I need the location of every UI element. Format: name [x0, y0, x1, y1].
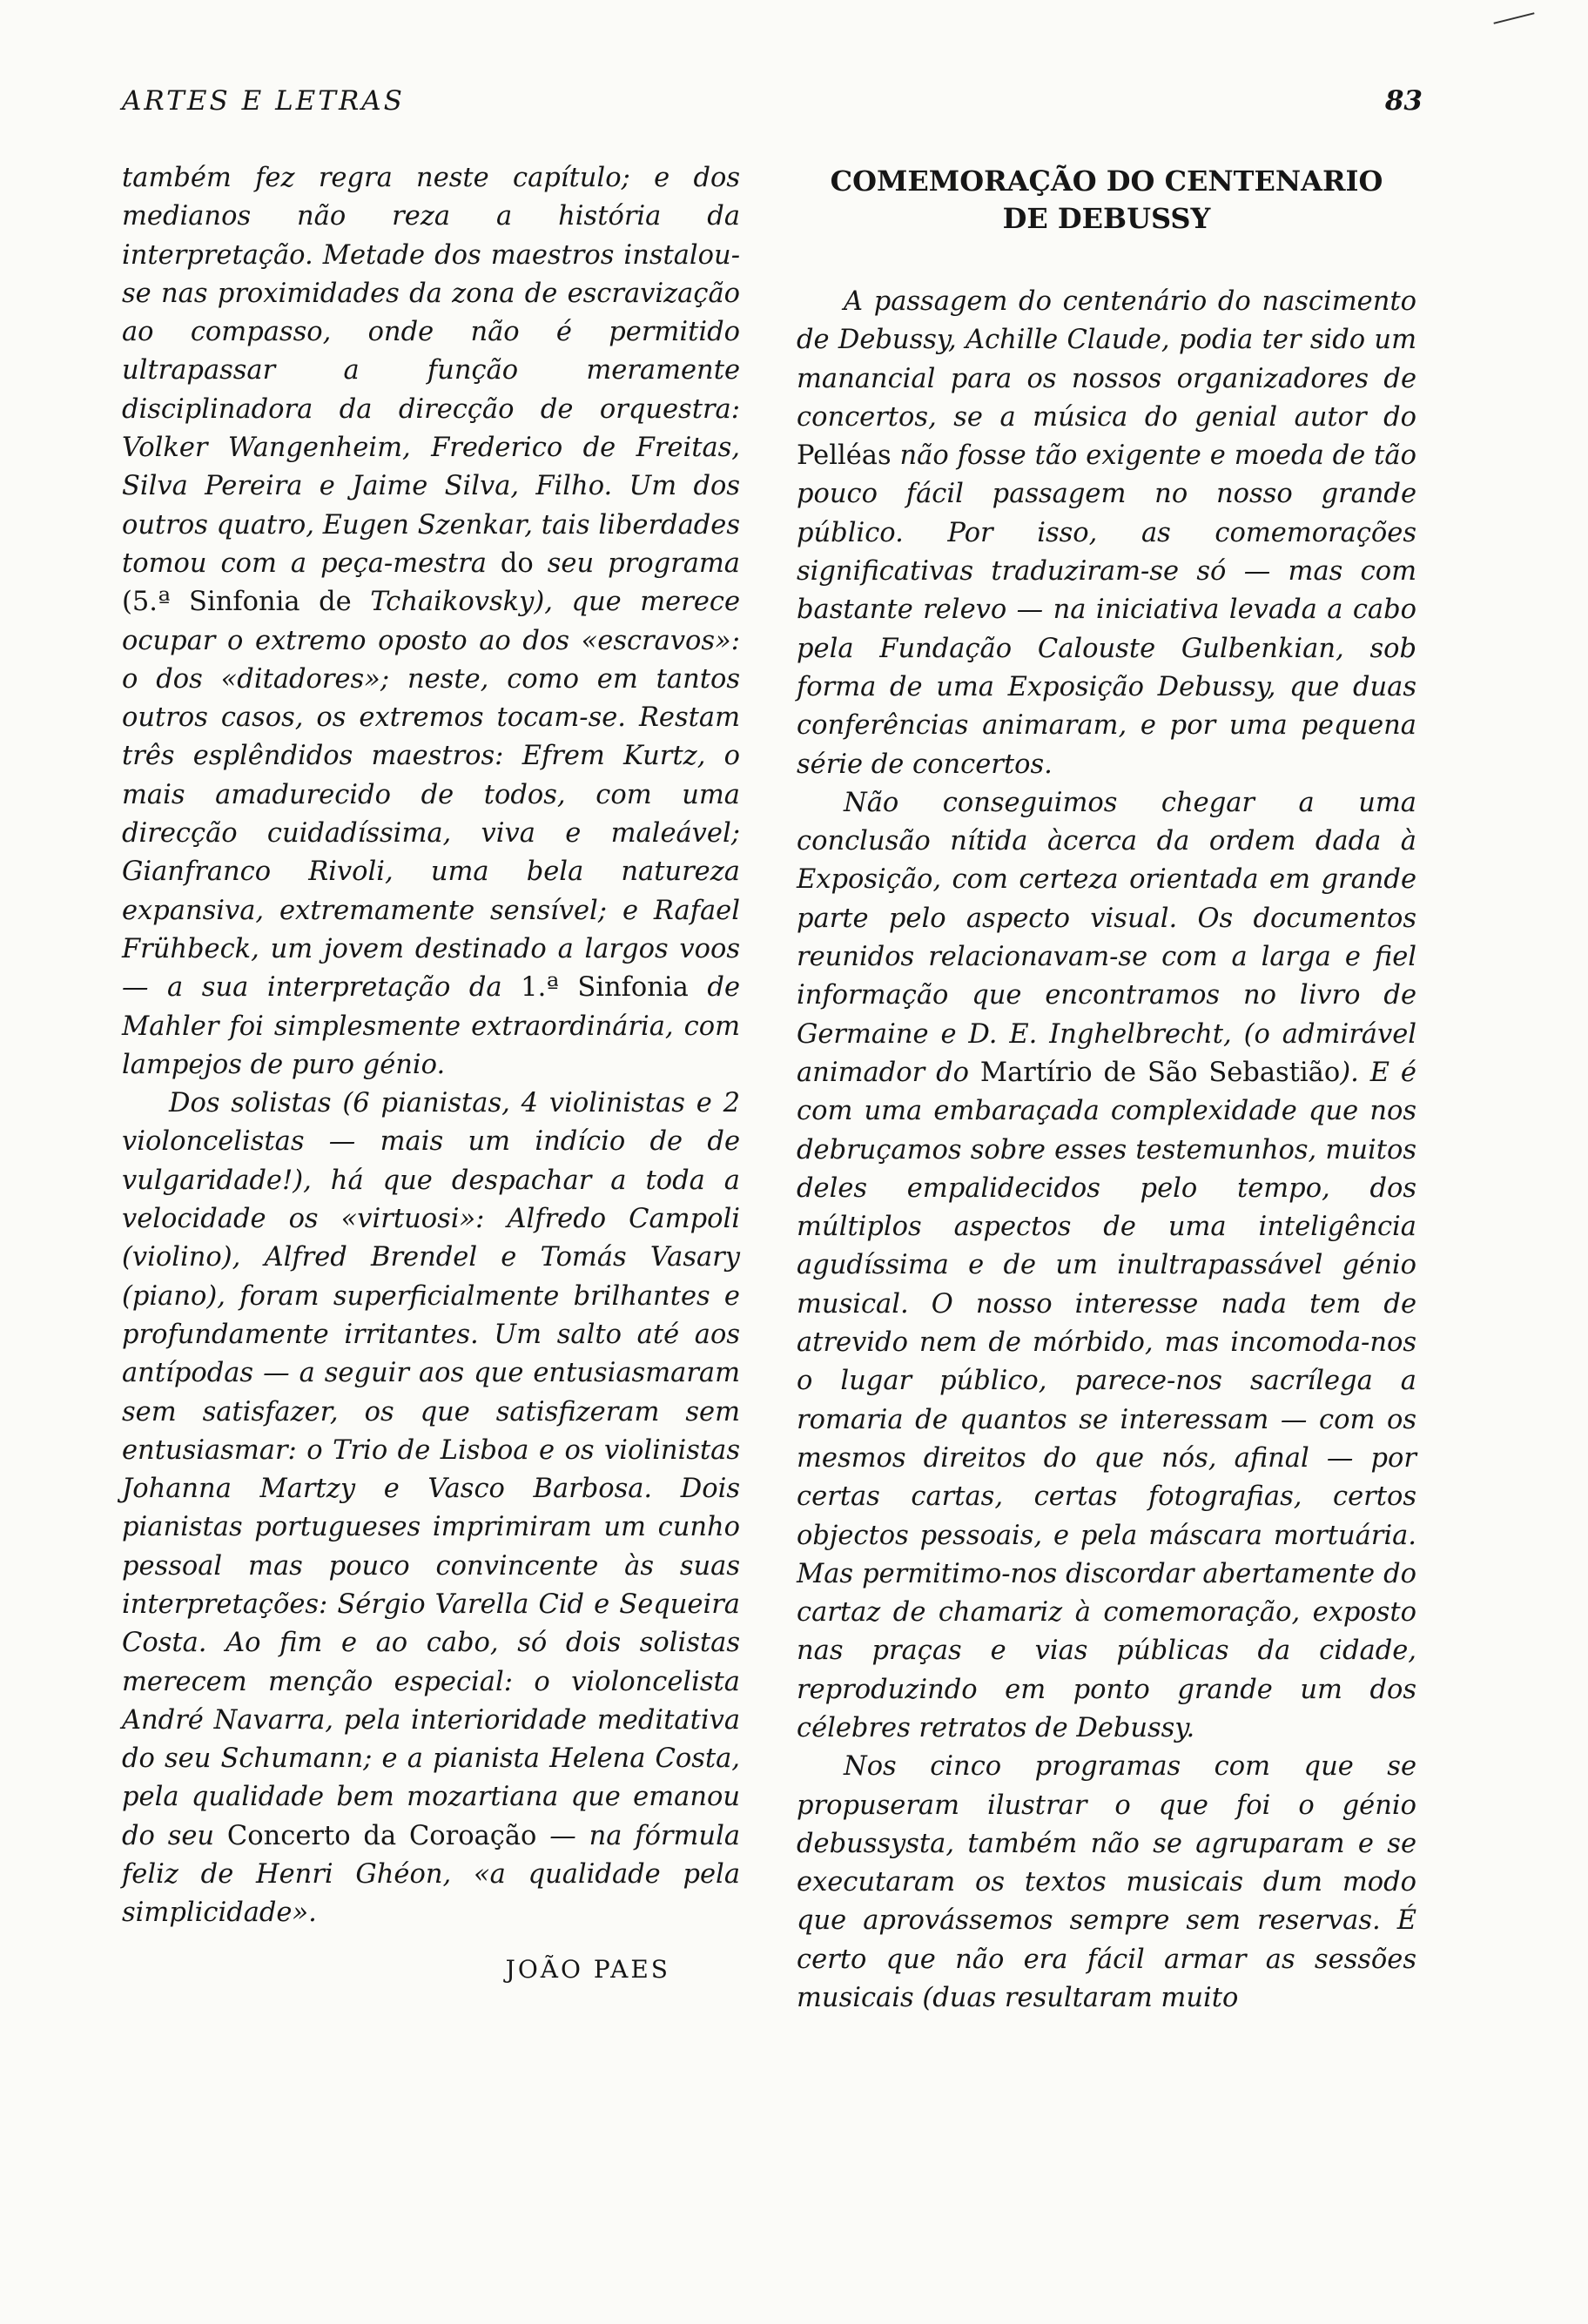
left-paragraph-2: [122, 1085, 740, 1933]
text-run-roman: Pelléas: [797, 440, 892, 472]
left-column: [122, 159, 740, 1989]
text-run: A passagem do centenário do nascimento de Debussy, Achille Claude, podia ter sido um manancial para os nossos organizadores de concertos, se a música do genial autor do: [797, 286, 1416, 433]
text-run: Tchaikovsky), que merece ocupar o extremo oposto ao dos «escravos»: o dos «ditadores»; neste, como em tantos outros casos, os extremos tocam-se. Restam três esplêndidos maestros: Efrem Kurtz, o mais amadurecido de todos, com uma direcção cuidadíssima, viva e maleável; Gianfranco Rivoli, uma bela natureza expansiva, extremamente sensível; e Rafael Frühbeck, um jovem destinado a largos voos — a sua interpretação da: [122, 587, 740, 1004]
text-run: não fosse tão exigente e moeda de tão pouco fácil passagem no nosso grande público. Por isso, as comemorações significativas traduziram-se só — mas com bastante relevo — na iniciativa levada a cabo pela Fundação Calouste Gulbenkian, sob forma de uma Exposição Debussy, que duas conferências animaram, e por uma pequena série de concertos.: [797, 440, 1416, 780]
text-run-roman: Concerto da Coroação: [226, 1820, 537, 1851]
page-number: 83: [1384, 85, 1423, 117]
right-paragraph-3: Nos cinco programas com que se propuseram ilustrar o que foi o génio debussysta, também não se agruparam e se executaram os textos musicais dum modo que aprovássemos sempre sem reservas. É certo que não era fácil armar as sessões musicais (duas resultaram muito: [797, 1751, 1416, 2014]
text-run: seu programa: [547, 547, 740, 579]
running-head: ARTES E LETRAS: [122, 85, 405, 117]
text-run-roman: 1.ª Sinfonia: [521, 972, 689, 1004]
right-paragraph-1: [797, 283, 1416, 784]
title-line-1: COMEMORAÇÃO DO CENTENARIO: [830, 165, 1383, 198]
text-run: de Mahler foi simplesmente extraordinária, com lampejos de puro génio.: [122, 972, 740, 1080]
text-run: Dos solistas (6 pianistas, 4 violinistas e 2 violoncelistas — mais um indício de de vulgaridade!), há que despachar a toda a velocidade os «virtuosi»: Alfredo Campoli (violino), Alfred Brendel e Tomás Vasary (piano), foram superficialmente brilhantes e profundamente irritantes. Um salto até aos antípodas — a seguir aos que entusiasmaram sem satisfazer, os que satisfizeram sem entusiasmar: o Trio de Lisboa e os violinistas Johanna Martzy e Vasco Barbosa. Dois pianistas portugueses imprimiram um cunho pessoal mas pouco convincente às suas interpretações: Sérgio Varella Cid e Sequeira Costa. Ao fim e ao cabo, só dois solistas merecem menção especial: o violoncelista André Navarra, pela interioridade meditativa do seu Schumann; e a pianista Helena Costa, pela qualidade bem mozartiana que emanou do seu: [122, 1088, 740, 1851]
right-paragraph-2: [797, 784, 1416, 1748]
author-signature: JOÃO PAES: [505, 1954, 670, 1984]
stray-pen-mark: [1493, 12, 1534, 24]
text-run-roman: Martírio de São Sebastião: [979, 1057, 1341, 1088]
text-run: também fez regra neste capítulo; e dos medianos não reza a história da interpretação. Metade dos maestros instalou-se nas proximidades da zona de escravização ao compasso, onde não é permitido ultrapassar a função meramente disciplinadora da direcção de orquestra: Volker Wangenheim, Frederico de Freitas, Silva Pereira e Jaime Silva, Filho. Um dos outros quatro, Eugen Szenkar, tais liberdades tomou com a peça-mestra: [122, 163, 740, 579]
text-run: ). E é com uma embaraçada complexidade que nos debruçamos sobre esses testemunhos, muitos deles empalidecidos pelo tempo, dos múltiplos aspectos de uma inteligência agudíssima e de um inultrapassável génio musical. O nosso interesse nada tem de atrevido nem de mórbido, mas incomoda-nos o lugar público, parece-nos sacrílega a romaria de quantos se interessam — com os mesmos direitos do que nós, afinal — por certas cartas, certas fotografias, certos objectos pessoais, e pela máscara mortuária. Mas permitimo-nos discordar abertamente do cartaz de chamariz à comemoração, exposto nas praças e vias públicas da cidade, reproduzindo em ponto grande um dos célebres retratos de Debussy.: [797, 1057, 1416, 1743]
right-column: [797, 159, 1416, 2018]
left-paragraph-1: [122, 159, 740, 1085]
title-line-2: DE DEBUSSY: [1002, 202, 1211, 235]
article-title: [797, 163, 1416, 238]
text-run: — na fórmula feliz de Henri Ghéon, «a qualidade pela simplicidade».: [122, 1820, 741, 1929]
text-run-roman: do: [500, 547, 534, 579]
text-run-roman: (5.ª Sinfonia de: [122, 587, 352, 618]
text-run: Não conseguimos chegar a uma conclusão nítida àcerca da ordem dada à Exposição, com certeza orientada em grande parte pelo aspecto visual. Os documentos reunidos relacionavam-se com a larga e fiel informação que encontramos no livro de Germaine e D. E. Inghelbrecht, (o admirável animador do: [797, 787, 1416, 1088]
